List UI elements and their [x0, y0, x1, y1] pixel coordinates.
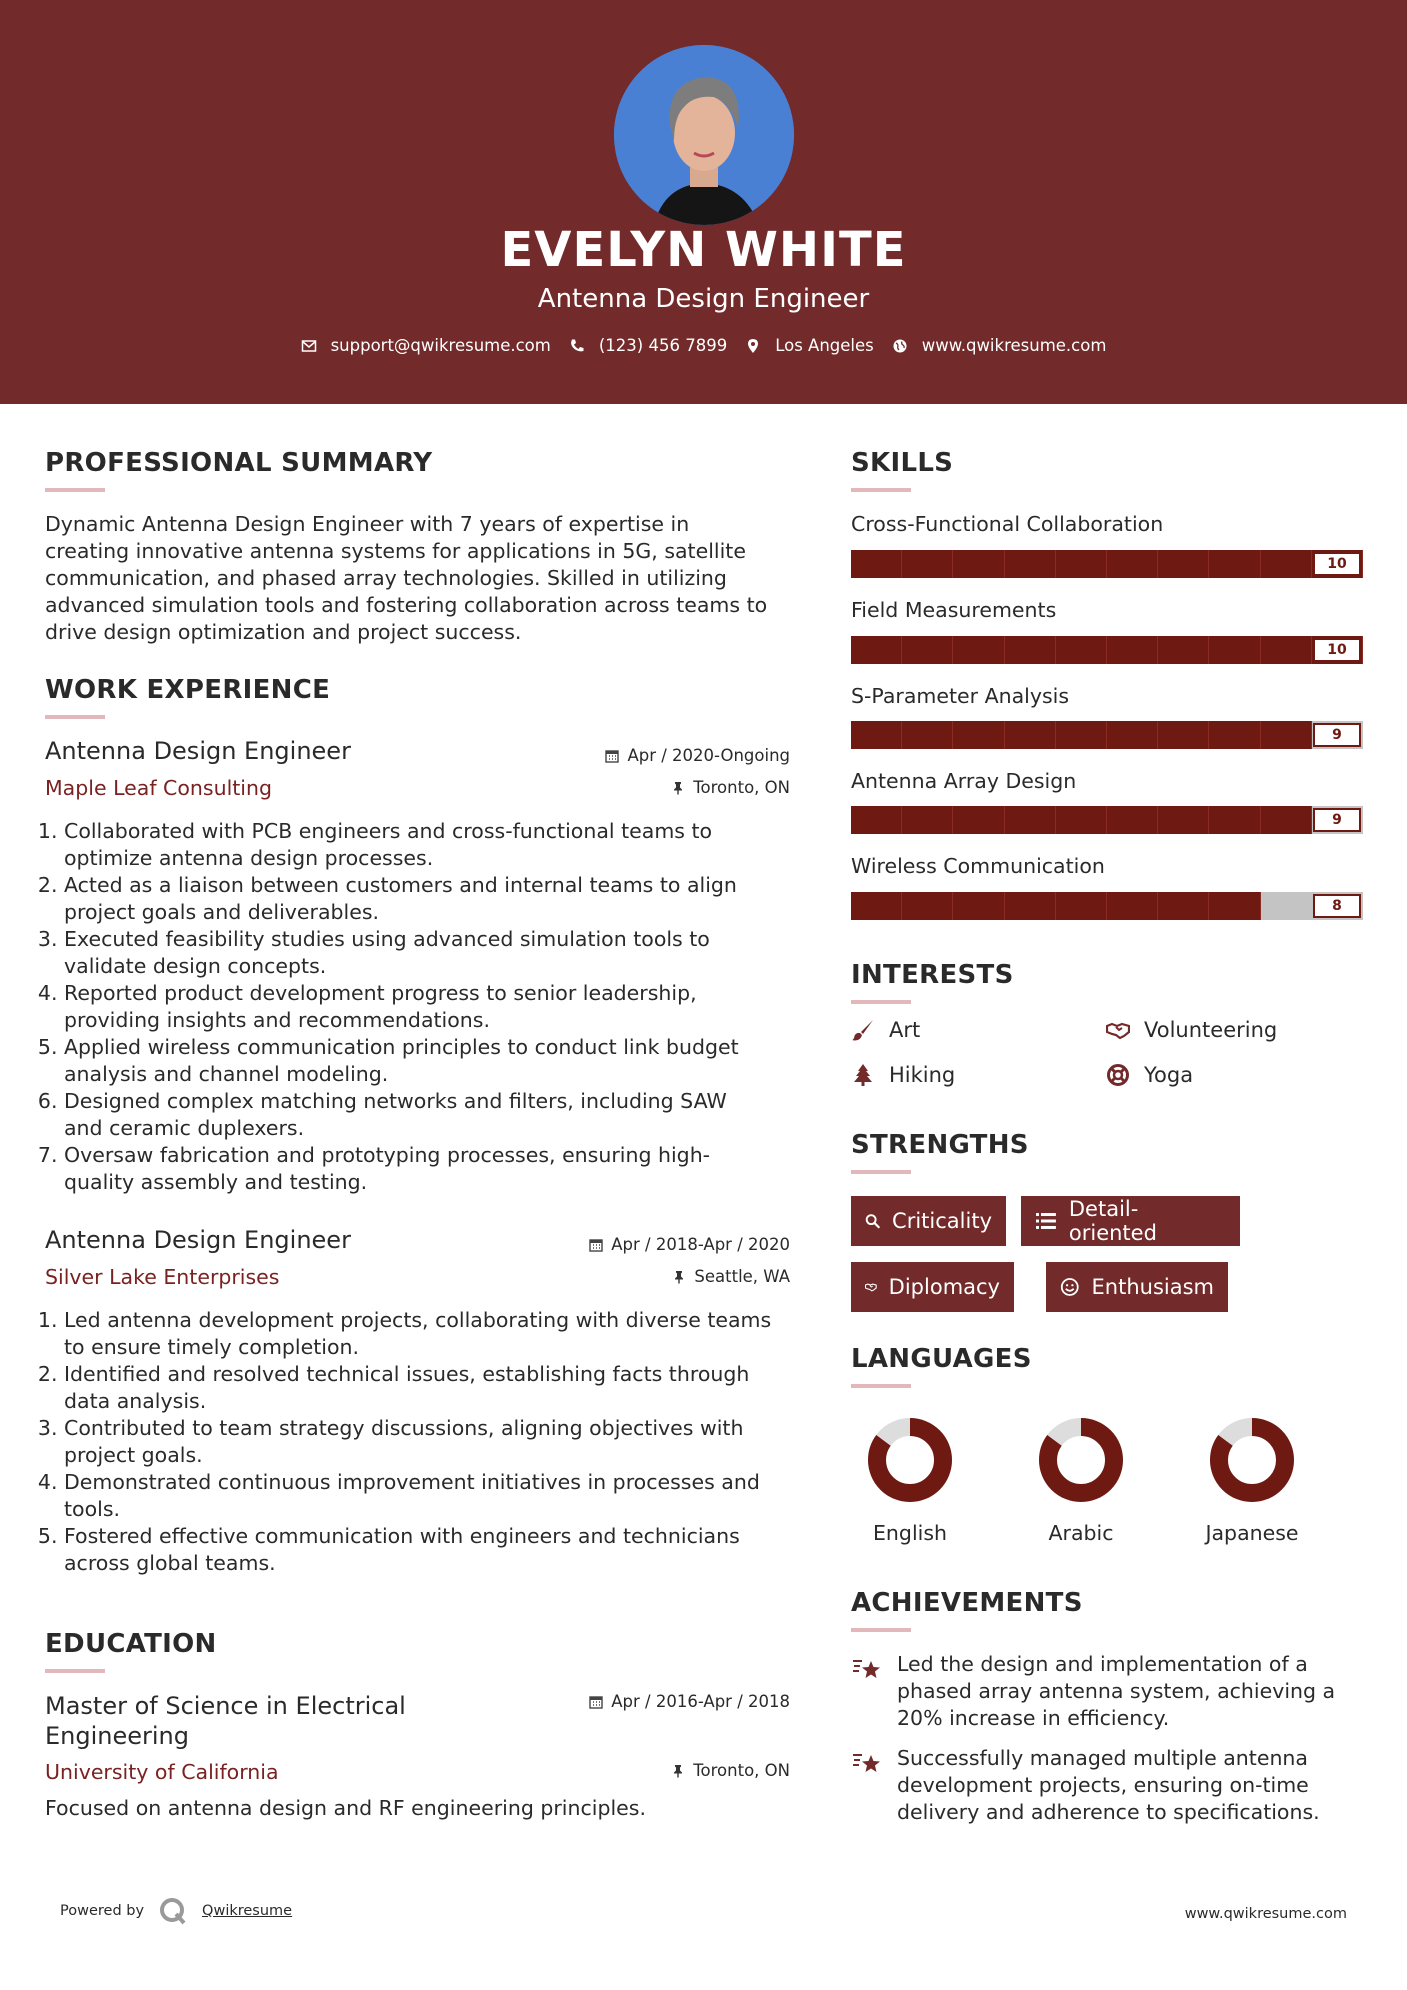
summary-line: drive design optimization and project success.: [45, 620, 522, 644]
qwikresume-link[interactable]: Qwikresume: [202, 1903, 293, 1919]
phone-icon: [569, 338, 585, 354]
tree-icon: [851, 1063, 875, 1087]
language-donut: [1207, 1415, 1297, 1505]
education-divider: [45, 1669, 105, 1673]
envelope-icon: [301, 338, 317, 354]
list-item: 2. Acted as a liaison between customers and internal teams to align project goals and deliverables.: [64, 872, 818, 926]
strength-diplomacy: Diplomacy: [851, 1262, 1014, 1312]
handshake-icon: [865, 1276, 877, 1298]
skills-heading: SKILLS: [851, 448, 954, 478]
skill-label: Wireless Communication: [851, 854, 1105, 878]
list-item: 4. Reported product development progress to senior leadership, providing insights and recommendations.: [64, 980, 818, 1034]
summary-line: advanced simulation tools and fostering collaboration across teams to: [45, 593, 768, 617]
experience-heading: WORK EXPERIENCE: [45, 675, 331, 705]
education-description: Focused on antenna design and RF engineering principles.: [45, 1796, 646, 1820]
skill-label: Field Measurements: [851, 598, 1057, 622]
candidate-name: EVELYN WHITE: [500, 222, 907, 278]
skill-segment: [902, 806, 953, 834]
skill-segment: [1005, 806, 1056, 834]
calendar-icon: [589, 1695, 603, 1709]
skill-segment: [1107, 636, 1158, 664]
skill-segment: [1209, 550, 1260, 578]
shooting-star-icon: [851, 1747, 883, 1779]
skill-label: Antenna Array Design: [851, 769, 1077, 793]
skill-segment: [1056, 636, 1107, 664]
list-item: 3. Executed feasibility studies using advanced simulation tools to validate design concepts.: [64, 926, 818, 980]
skill-segment: [902, 721, 953, 749]
skill-segment: [1261, 721, 1312, 749]
summary-line: Dynamic Antenna Design Engineer with 7 years of expertise in: [45, 512, 690, 536]
skill-segment: [1056, 892, 1107, 920]
skill-segment: [953, 550, 1004, 578]
job-duties: [38, 818, 818, 1196]
list-item: 6. Designed complex matching networks and filters, including SAW and ceramic duplexers.: [64, 1088, 818, 1142]
interest-hiking: Hiking: [851, 1063, 955, 1087]
skill-level: 8: [1313, 894, 1361, 918]
footer-website[interactable]: www.qwikresume.com: [1184, 1906, 1347, 1922]
contact-location: Los Angeles: [745, 336, 874, 355]
job-location: Seattle, WA: [672, 1267, 790, 1286]
skill-segment: [1056, 721, 1107, 749]
calendar-icon: [589, 1238, 603, 1252]
skill-segment: [1158, 636, 1209, 664]
strengths-divider: [851, 1170, 911, 1174]
education-location: Toronto, ON: [671, 1761, 790, 1780]
job-company: Silver Lake Enterprises: [45, 1265, 280, 1289]
avatar: [614, 45, 794, 225]
skill-segment: [902, 550, 953, 578]
degree-title: Master of Science in Electrical Engineering: [45, 1692, 406, 1750]
language-arabic: Arabic: [1011, 1415, 1151, 1545]
skill-segment: [851, 892, 902, 920]
skill-segment: [1107, 892, 1158, 920]
strengths-heading: STRENGTHS: [851, 1130, 1029, 1160]
smile-icon: [1060, 1276, 1080, 1298]
interest-art: Art: [851, 1018, 920, 1042]
interests-divider: [851, 1000, 911, 1004]
skill-bar: [851, 806, 1363, 834]
list-item: 3. Contributed to team strategy discussions, aligning objectives with project goals.: [64, 1415, 818, 1469]
skills-divider: [851, 488, 911, 492]
skill-segment: [851, 806, 902, 834]
job-dates: Apr / 2018-Apr / 2020: [589, 1235, 790, 1254]
summary-heading: PROFESSIONAL SUMMARY: [45, 448, 433, 478]
skill-bar: [851, 550, 1363, 578]
education-dates: Apr / 2016-Apr / 2018: [589, 1692, 790, 1711]
strength-detail-oriented: Detail-oriented: [1021, 1196, 1240, 1246]
skill-level: 9: [1313, 808, 1361, 832]
summary-divider: [45, 488, 105, 492]
thumbtack-icon: [671, 1764, 685, 1778]
skill-label: Cross-Functional Collaboration: [851, 512, 1164, 536]
job-title: Antenna Design Engineer: [45, 737, 351, 765]
skill-bar: [851, 892, 1363, 920]
skill-segment: [902, 892, 953, 920]
skill-bar: [851, 636, 1363, 664]
achievement-item: Successfully managed multiple antenna development projects, ensuring on-time delivery and adherence to specifications.: [851, 1745, 1371, 1826]
achievements-divider: [851, 1628, 911, 1632]
powered-by-label: Powered by: [60, 1903, 145, 1919]
language-english: English: [840, 1415, 980, 1545]
job-title: Antenna Design Engineer: [45, 1226, 351, 1254]
achievement-item: Led the design and implementation of a phased array antenna system, achieving a 20% increase in efficiency.: [851, 1651, 1371, 1732]
skill-segment: [1107, 721, 1158, 749]
job-location: Toronto, ON: [671, 778, 790, 797]
job-company: Maple Leaf Consulting: [45, 776, 273, 800]
skill-segment: [902, 636, 953, 664]
skill-label: S-Parameter Analysis: [851, 684, 1070, 708]
interest-volunteering: Volunteering: [1106, 1018, 1277, 1042]
contact-bar: [0, 336, 1407, 355]
calendar-icon: [605, 749, 619, 763]
contact-phone[interactable]: (123) 456 7899: [569, 336, 727, 355]
thumbtack-icon: [672, 1270, 686, 1284]
skill-level: 10: [1313, 638, 1361, 662]
skill-segment: [851, 636, 902, 664]
skill-segment: [1056, 806, 1107, 834]
skill-bar: [851, 721, 1363, 749]
list-item: 5. Fostered effective communication with engineers and technicians across global teams.: [64, 1523, 818, 1577]
skill-segment: [1158, 806, 1209, 834]
list-icon: [1035, 1210, 1057, 1232]
strength-criticality: Criticality: [851, 1196, 1006, 1246]
contact-website[interactable]: www.qwikresume.com: [892, 336, 1107, 355]
skill-segment: [1056, 550, 1107, 578]
thumbtack-icon: [671, 781, 685, 795]
skill-segment: [851, 721, 902, 749]
map-pin-icon: [745, 338, 761, 354]
search-icon: [865, 1210, 880, 1232]
header-banner: [0, 0, 1407, 404]
shooting-star-icon: [851, 1653, 883, 1685]
skill-segment: [1209, 721, 1260, 749]
candidate-role: Antenna Design Engineer: [537, 284, 870, 314]
skill-segment: [1261, 636, 1312, 664]
skill-segment: [1107, 806, 1158, 834]
skill-segment: [1261, 806, 1312, 834]
list-item: 1. Collaborated with PCB engineers and cross-functional teams to optimize antenna design processes.: [64, 818, 818, 872]
skill-level: 10: [1313, 552, 1361, 576]
skill-segment: [1158, 550, 1209, 578]
contact-email[interactable]: support@qwikresume.com: [301, 336, 551, 355]
list-item: 2. Identified and resolved technical issues, establishing facts through data analysis.: [64, 1361, 818, 1415]
list-item: 4. Demonstrated continuous improvement initiatives in processes and tools.: [64, 1469, 818, 1523]
summary-text: [45, 511, 805, 646]
skill-segment: [1005, 721, 1056, 749]
language-donut: [1036, 1415, 1126, 1505]
summary-line: creating innovative antenna systems for applications in 5G, satellite: [45, 539, 746, 563]
language-donut: [865, 1415, 955, 1505]
qwikresume-logo-icon: [158, 1896, 188, 1926]
skill-level: 9: [1313, 723, 1361, 747]
skill-segment: [953, 721, 1004, 749]
skill-segment: [1158, 892, 1209, 920]
education-heading: EDUCATION: [45, 1629, 217, 1659]
skill-segment: [1209, 806, 1260, 834]
languages-heading: LANGUAGES: [851, 1344, 1032, 1374]
interests-heading: INTERESTS: [851, 960, 1014, 990]
language-japanese: Japanese: [1182, 1415, 1322, 1545]
list-item: 1. Led antenna development projects, collaborating with diverse teams to ensure timely completion.: [64, 1307, 818, 1361]
skill-segment: [1158, 721, 1209, 749]
skill-segment: [851, 550, 902, 578]
skill-segment: [1261, 550, 1312, 578]
lifering-icon: [1106, 1063, 1130, 1087]
skill-segment: [953, 892, 1004, 920]
experience-divider: [45, 715, 105, 719]
paintbrush-icon: [851, 1018, 875, 1042]
footer-branding: [60, 1896, 292, 1926]
skill-segment: [953, 636, 1004, 664]
handshake-icon: [1106, 1018, 1130, 1042]
skill-segment: [1005, 892, 1056, 920]
globe-icon: [892, 338, 908, 354]
list-item: 7. Oversaw fabrication and prototyping processes, ensuring high- quality assembly and testing.: [64, 1142, 818, 1196]
interest-yoga: Yoga: [1106, 1063, 1193, 1087]
skill-segment: [953, 806, 1004, 834]
job-dates: Apr / 2020-Ongoing: [605, 746, 790, 765]
skill-segment: [1209, 892, 1260, 920]
skill-segment: [1005, 550, 1056, 578]
skill-segment: [1005, 636, 1056, 664]
strength-enthusiasm: Enthusiasm: [1046, 1262, 1228, 1312]
languages-divider: [851, 1384, 911, 1388]
achievements-heading: ACHIEVEMENTS: [851, 1588, 1083, 1618]
school-name: University of California: [45, 1760, 279, 1784]
skill-segment: [1209, 636, 1260, 664]
job-duties: [38, 1307, 818, 1577]
summary-line: communication, and phased array technologies. Skilled in utilizing: [45, 566, 727, 590]
skill-segment: [1107, 550, 1158, 578]
list-item: 5. Applied wireless communication principles to conduct link budget analysis and channel modeling.: [64, 1034, 818, 1088]
